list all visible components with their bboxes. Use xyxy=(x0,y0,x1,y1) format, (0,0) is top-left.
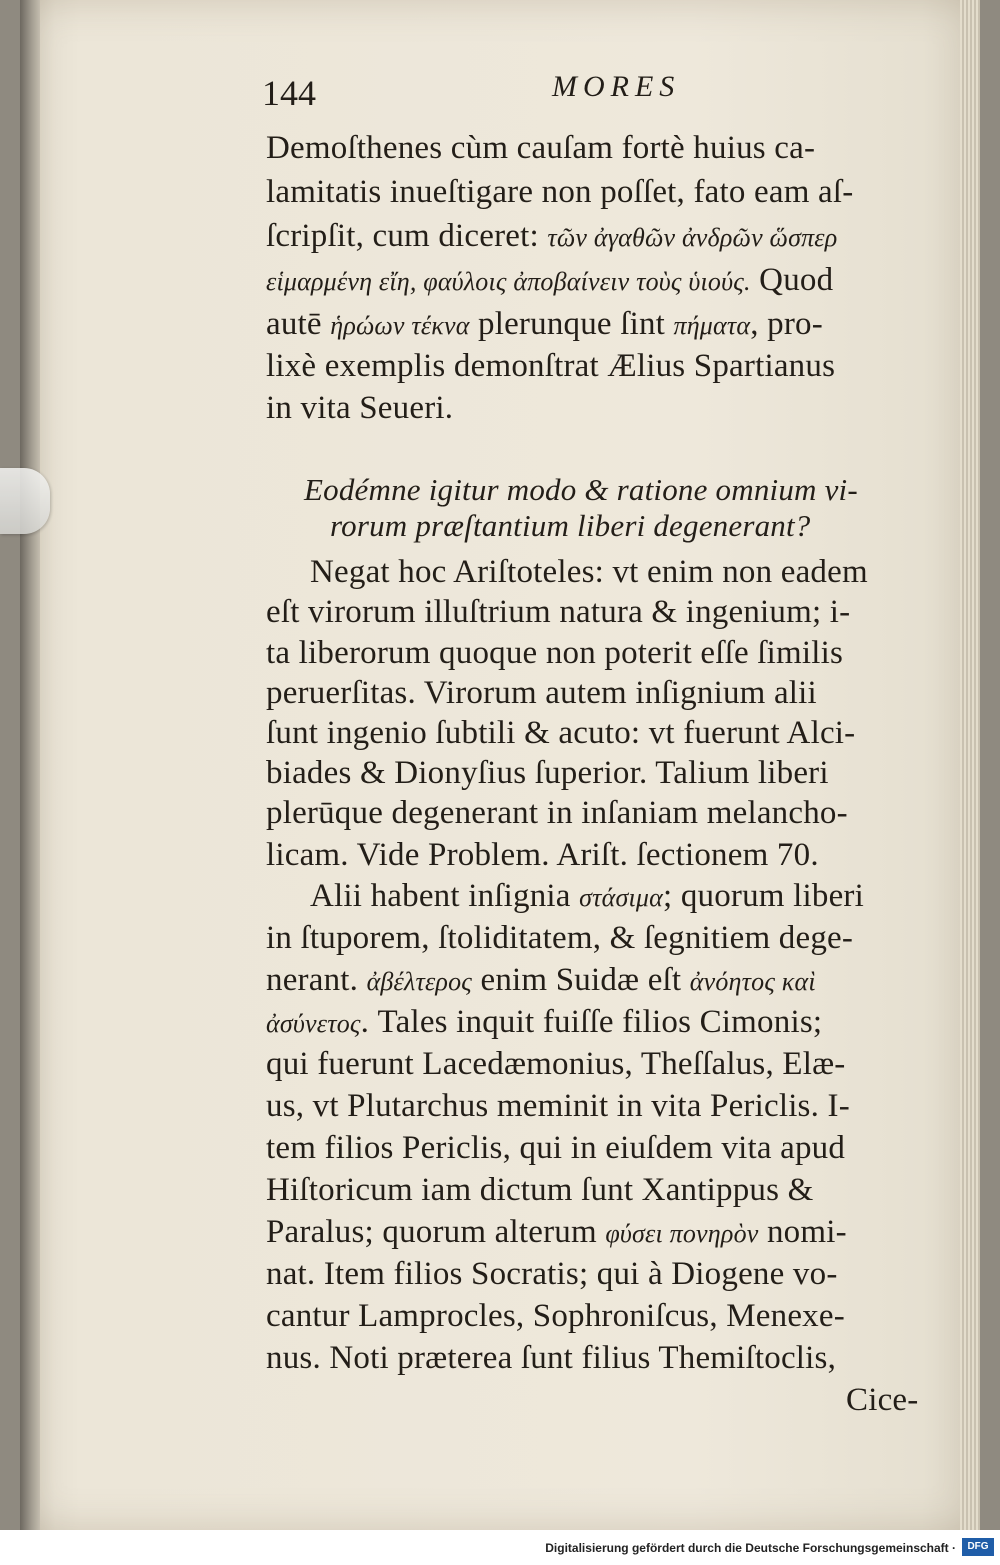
catchword: Cice- xyxy=(846,1382,919,1418)
greek-text: εἱμαρμένη εἴη, φαύλοις ἀποβαίνειν τοὺς ὑιούς. xyxy=(266,267,751,296)
greek-text: ἡρώων τέκνα xyxy=(330,311,470,340)
text-line: licam. Vide Problem. Ariſt. ſectionem 70. xyxy=(266,837,819,873)
text-line: Alii habent inſignia στάσιμα; quorum liberi xyxy=(310,878,864,914)
text-line: lamitatis inueſtigare non poſſet, fato eam aſ- xyxy=(266,174,854,210)
question-heading: Eodémne igitur modo & ratione omnium vi- xyxy=(304,472,858,507)
text-line: Negat hoc Ariſtoteles: vt enim non eadem xyxy=(310,554,868,590)
text-line: qui fuerunt Lacedæmonius, Theſſalus, Elæ- xyxy=(266,1046,846,1082)
book-gutter xyxy=(20,0,40,1530)
greek-text: ἀβέλτερος xyxy=(366,967,473,996)
text-line: eſt virorum illuſtrium natura & ingenium; i- xyxy=(266,594,851,630)
text-line: ſunt ingenio ſubtili & acuto: vt fuerunt Alci- xyxy=(266,715,856,751)
greek-text: φύσει πονηρὸν xyxy=(605,1219,759,1248)
text-line: nerant. ἀβέλτερος enim Suidæ eſt ἀνόητος καὶ xyxy=(266,962,816,998)
text-line: Hiſtoricum iam dictum ſunt Xantippus & xyxy=(266,1172,814,1208)
funding-credit: Digitalisierung gefördert durch die Deutsche Forschungsgemeinschaft · xyxy=(545,1541,956,1555)
greek-text: ἀσύνετος xyxy=(266,1009,361,1038)
text-line: autē ἡρώων τέκνα plerunque ſint πήματα, pro- xyxy=(266,306,823,342)
greek-text: στάσιμα xyxy=(579,883,663,912)
text-line: biades & Dionyſius ſuperior. Talium liberi xyxy=(266,755,829,791)
text-line: tem filios Periclis, qui in eiuſdem vita apud xyxy=(266,1130,846,1166)
text-line: ſcripſit, cum diceret: τῶν ἀγαθῶν ἀνδρῶν ὥσπερ xyxy=(266,218,838,254)
running-head: MORES xyxy=(552,70,681,103)
text-line: Demoſthenes cùm cauſam fortè huius ca- xyxy=(266,130,816,166)
page-edges xyxy=(960,0,980,1530)
text-line: ta liberorum quoque non poterit eſſe ſimilis xyxy=(266,635,844,671)
footer-bar xyxy=(0,1530,1000,1565)
question-heading: rorum præſtantium liberi degenerant? xyxy=(330,508,811,543)
text-line: us, vt Plutarchus meminit in vita Periclis. I- xyxy=(266,1088,850,1124)
text-line: peruerſitas. Virorum autem inſignium alii xyxy=(266,675,817,711)
text-line: Paralus; quorum alterum φύσει πονηρὸν nomi- xyxy=(266,1214,847,1250)
text-line: cantur Lamprocles, Sophroniſcus, Menexe- xyxy=(266,1298,845,1334)
text-line: εἱμαρμένη εἴη, φαύλοις ἀποβαίνειν τοὺς ὑιούς. Quod xyxy=(266,262,834,298)
page-number: 144 xyxy=(262,73,316,113)
greek-text: πήματα xyxy=(673,311,751,340)
greek-text: τῶν ἀγαθῶν ἀνδρῶν ὥσπερ xyxy=(547,223,838,252)
text-line: in vita Seueri. xyxy=(266,390,454,426)
text-line: nat. Item filios Socratis; qui à Diogene vo- xyxy=(266,1256,838,1292)
greek-text: ἀνόητος καὶ xyxy=(689,967,816,996)
text-line: ἀσύνετος. Tales inquit fuiſſe filios Cimonis; xyxy=(266,1004,823,1040)
text-line: in ſtuporem, ſtoliditatem, & ſegnitiem dege- xyxy=(266,920,854,956)
text-line: lixè exemplis demonſtrat Ælius Spartianus xyxy=(266,348,836,384)
page-clip xyxy=(0,468,50,534)
text-line: nus. Noti præterea ſunt filius Themiſtoclis, xyxy=(266,1340,837,1376)
dfg-logo-icon: DFG xyxy=(962,1538,994,1556)
text-line: plerūque degenerant in inſaniam melancho- xyxy=(266,795,848,831)
